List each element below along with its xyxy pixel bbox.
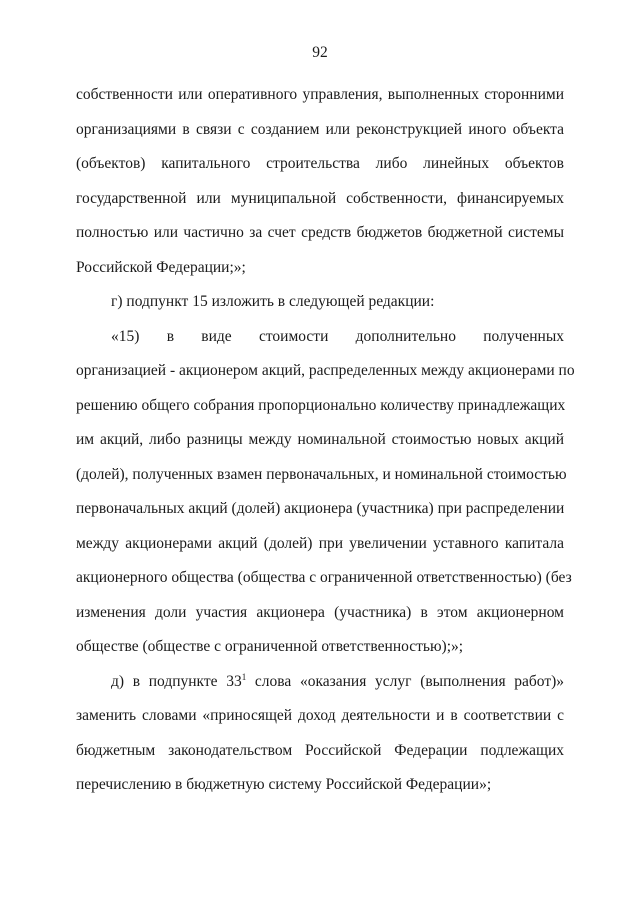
text-segment: слова «оказания услуг (выполнения работ)» <box>246 672 564 690</box>
text-line: «15) в виде стоимости дополнительно полученных <box>111 327 564 345</box>
superscript: 1 <box>241 671 247 682</box>
text-line: изменения доли участия акционера (участника) в этом акционерном <box>76 603 564 621</box>
text-line: первоначальных акций (долей) акционера (участника) при распределении <box>76 500 565 517</box>
document-body <box>76 78 575 803</box>
text-segment: д) в подпункте 33 <box>111 672 242 690</box>
text-line: решению общего собрания пропорционально количеству принадлежащих <box>76 396 566 414</box>
text-line: полностью или частично за счет средств бюджетов бюджетной системы <box>76 224 564 241</box>
text-line: им акций, либо разницы между номинальной стоимостью новых акций <box>76 431 564 448</box>
paragraph-3 <box>76 320 575 665</box>
text-line: (объектов) капитального строительства либо линейных объектов <box>76 155 564 172</box>
text-line: (долей), полученных взамен первоначальных, и номинальной стоимостью <box>76 465 567 483</box>
text-line: заменить словами «приносящей доход деятельности и в соответствии с <box>76 707 564 724</box>
text-line: бюджетным законодательством Российской Федерации подлежащих <box>76 741 564 759</box>
text-line: организацией - акционером акций, распределенных между акционерами по <box>76 362 575 379</box>
text-line: Российской Федерации;»; <box>76 258 246 276</box>
paragraph-1 <box>76 78 564 285</box>
paragraph-2 <box>76 285 564 320</box>
text-line: перечислению в бюджетную систему Российской Федерации»; <box>76 776 492 793</box>
paragraph-4 <box>76 665 564 803</box>
text-line: обществе (обществе с ограниченной ответственностью);»; <box>76 638 464 655</box>
text-line: государственной или муниципальной собственности, финансируемых <box>76 189 564 207</box>
page-number: 92 <box>312 44 328 61</box>
text-line: собственности или оперативного управления, выполненных сторонними <box>76 86 564 103</box>
text-line-with-superscript <box>76 665 564 700</box>
text-line: акционерного общества (общества с ограниченной ответственностью) (без <box>76 569 572 586</box>
text-line: между акционерами акций (долей) при увеличении уставного капитала <box>76 534 564 552</box>
text-line: организациями в связи с созданием или реконструкцией иного объекта <box>76 120 564 138</box>
text-line: г) подпункт 15 изложить в следующей редакции: <box>111 293 435 310</box>
